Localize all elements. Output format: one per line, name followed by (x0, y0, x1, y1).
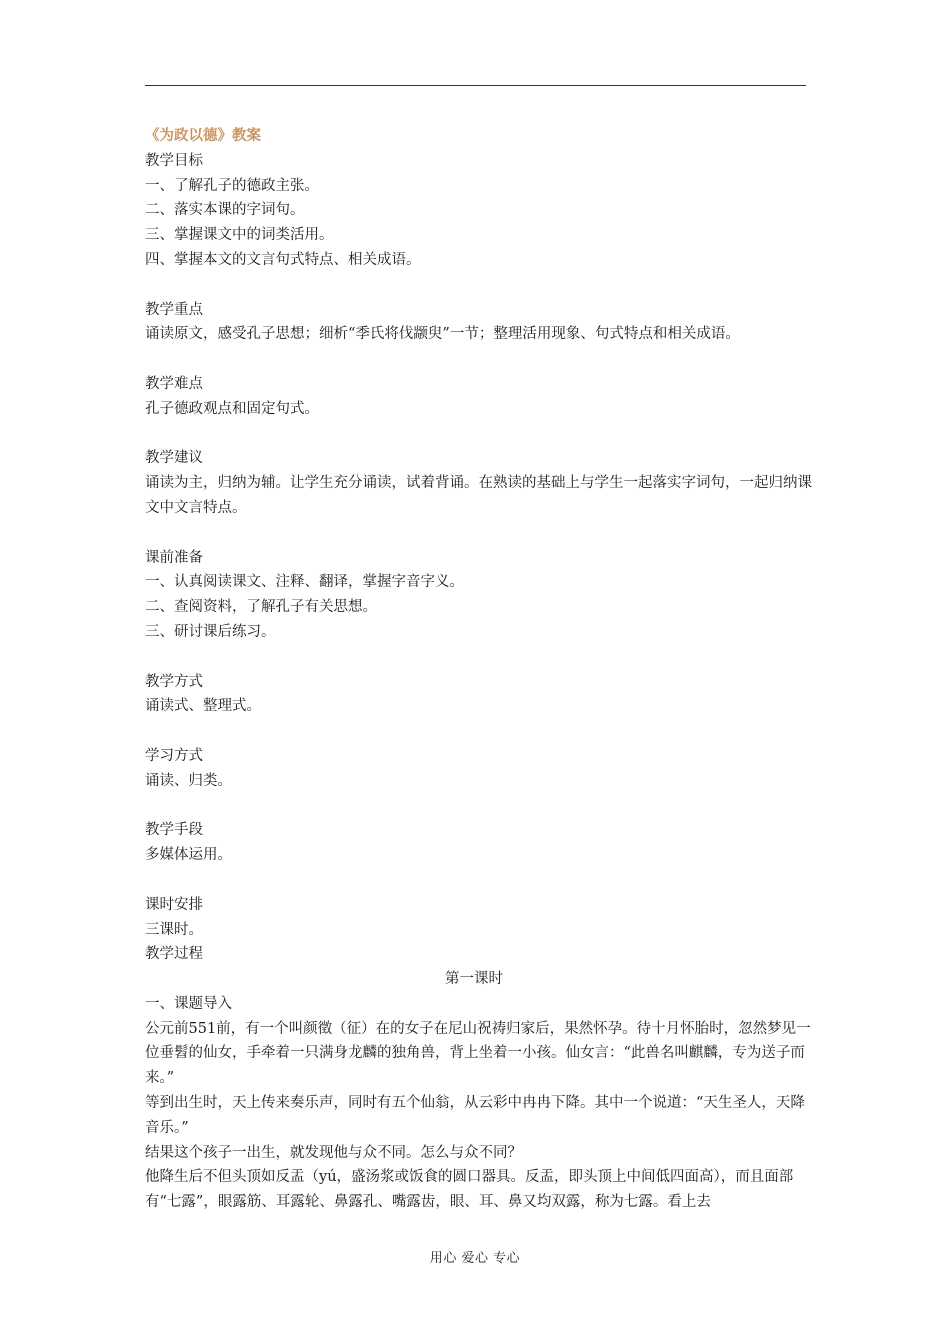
body-paragraph: 等到出生时，天上传来奏乐声，同时有五个仙翁，从云彩中冉冉下降。其中一个说道：“天生圣人，天降音乐。” (145, 1095, 805, 1136)
list-item: 四、掌握本文的文言句式特点、相关成语。 (145, 251, 421, 268)
header-rule (145, 85, 806, 86)
list-item: 二、落实本课的字词句。 (145, 202, 305, 219)
blank-line (145, 794, 815, 819)
body-paragraph: 他降生后不但头顶如反盂（yú，盛汤浆或饭食的圆口器具。反盂，即头顶上中间低四面高），而且面部有“七露”，眼露筋、耳露轮、鼻露孔、嘴露齿，眼、耳、鼻又均双露，称为七露。看上去 (145, 1169, 794, 1211)
blank-line (145, 645, 815, 670)
blank-line (145, 719, 815, 744)
section-heading: 学习方式 (145, 747, 203, 764)
body-paragraph: 公元前551前，有一个叫颜徵（征）在的女子在尼山祝祷归家后，果然怀孕。待十月怀胎时，忽然梦见一位垂髫的仙女，手牵着一只满身龙麟的独角兽，背上坐着一小孩。仙女言：“此兽名叫麒麟，专为送子而来。” (145, 1020, 811, 1087)
blank-line (145, 868, 815, 893)
lesson-title: 第一课时 (445, 971, 503, 988)
section-text: 诵读为主，归纳为辅。让学生充分诵读，试着背诵。在熟读的基础上与学生一起落实字词句，一起归纳课文中文言特点。 (145, 475, 812, 516)
section-text: 三课时。 (145, 921, 203, 938)
section-text: 诵读、归类。 (145, 772, 232, 789)
section-heading: 教学目标 (145, 152, 203, 169)
list-item: 三、掌握课文中的词类活用。 (145, 227, 334, 244)
list-item: 三、研讨课后练习。 (145, 623, 276, 640)
body-paragraph: 结果这个孩子一出生，就发现他与众不同。怎么与众不同？ (145, 1144, 522, 1161)
blank-line (145, 422, 815, 447)
list-item: 一、认真阅读课文、注释、翻译，掌握字音字义。 (145, 574, 464, 591)
section-text: 诵读原文，感受孔子思想；细析“季氏将伐颛臾”一节；整理活用现象、句式特点和相关成语。 (145, 326, 740, 343)
section-heading: 教学过程 (145, 946, 203, 963)
section-text: 多媒体运用。 (145, 847, 232, 864)
blank-line (145, 521, 815, 546)
section-heading: 教学建议 (145, 450, 203, 467)
list-item: 一、了解孔子的德政主张。 (145, 177, 319, 194)
section-heading: 教学重点 (145, 301, 203, 318)
list-item: 二、查阅资料，了解孔子有关思想。 (145, 599, 377, 616)
section-heading: 教学手段 (145, 822, 203, 839)
page-footer: 用心 爱心 专心 (429, 1251, 521, 1266)
blank-line (145, 347, 815, 372)
section-text: 孔子德政观点和固定句式。 (145, 400, 319, 417)
section-heading: 课前准备 (145, 549, 203, 566)
section-heading: 教学难点 (145, 375, 203, 392)
blank-line (145, 273, 815, 298)
section-text: 诵读式、整理式。 (145, 698, 261, 715)
document-body (145, 124, 815, 1215)
section-heading: 课时安排 (145, 896, 203, 913)
section-heading: 教学方式 (145, 673, 203, 690)
subsection-heading: 一、课题导入 (145, 995, 232, 1012)
document-title: 《为政以德》教案 (145, 127, 261, 144)
